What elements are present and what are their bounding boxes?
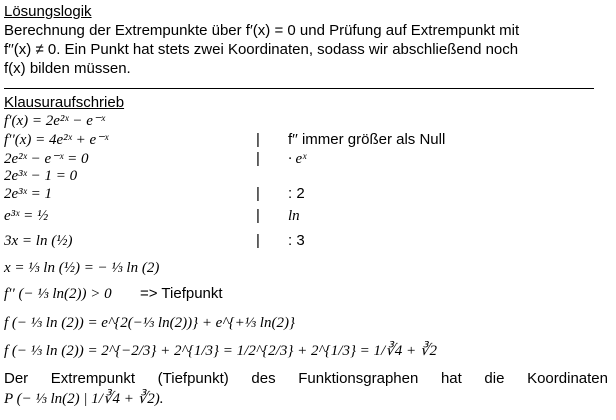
step-8-note: => Tiefpunkt	[140, 285, 223, 302]
conclusion-line-1: Der Extrempunkt (Tiefpunkt) des Funktionsgraphen hat die Koordinaten	[4, 370, 608, 387]
step-3-math: 2e³ˣ − 1 = 0	[4, 168, 78, 184]
step-10-math: f (− ⅓ ln (2)) = 2^{−2/3} + 2^{1/3} = 1/2^{2/3} + 2^{1/3} = 1/∛4 + ∛2	[4, 343, 437, 359]
step-0-math: f′(x) = 2e²ˣ − e⁻ˣ	[4, 113, 106, 129]
step-2-math: 2e²ˣ − e⁻ˣ = 0	[4, 151, 89, 167]
heading-klausuraufschrieb: Klausuraufschrieb	[4, 94, 125, 111]
step-8-math: f′′ (− ⅓ ln(2)) > 0	[4, 286, 112, 302]
step-2-separator: |	[256, 150, 260, 167]
step-4-separator: |	[256, 185, 260, 202]
heading-loesungslogik: Lösungslogik	[4, 3, 92, 20]
step-1-note: f′′ immer größer als Null	[288, 131, 446, 148]
step-2-note: · eˣ	[288, 151, 307, 167]
step-4-note: : 2	[288, 185, 305, 202]
step-5-note: ln	[288, 208, 300, 224]
step-1-separator: |	[256, 131, 260, 148]
step-6-note: : 3	[288, 232, 305, 249]
step-1-math: f′′(x) = 4e²ˣ + e⁻ˣ	[4, 132, 109, 148]
step-6-separator: |	[256, 232, 260, 249]
step-5-separator: |	[256, 207, 260, 224]
logic-text-line-3: f(x) bilden müssen.	[4, 60, 131, 77]
step-9-math: f (− ⅓ ln (2)) = e^{2(−⅓ ln(2))} + e^{+⅓ ln(2)}	[4, 315, 295, 331]
logic-text-line-2: f′′(x) ≠ 0. Ein Punkt hat stets zwei Koordinaten, sodass wir abschließend noch	[4, 41, 519, 58]
step-6-math: 3x = ln (½)	[4, 233, 73, 249]
logic-text-line-1: Berechnung der Extrempunkte über f′(x) = 0 und Prüfung auf Extrempunkt mit	[4, 22, 520, 39]
step-5-math: e³ˣ = ½	[4, 208, 49, 224]
step-4-math: 2e³ˣ = 1	[4, 186, 53, 202]
step-7-math: x = ⅓ ln (½) = − ⅓ ln (2)	[4, 260, 160, 276]
conclusion-line-2: P (− ⅓ ln(2) | 1/∛4 + ∛2).	[4, 391, 164, 407]
divider-line	[4, 88, 594, 89]
